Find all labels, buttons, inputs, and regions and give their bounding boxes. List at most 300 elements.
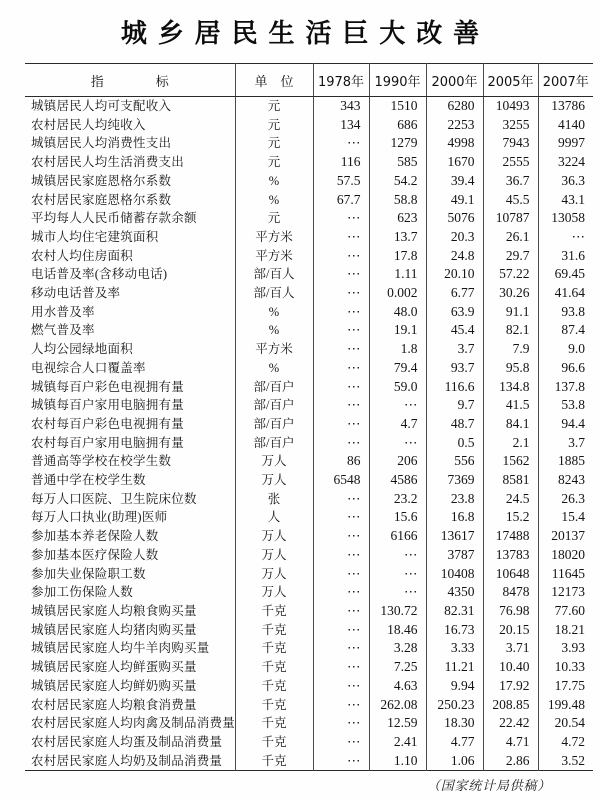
- value-cell: ⋯: [313, 677, 369, 696]
- value-cell: ⋯: [313, 434, 369, 453]
- value-cell: 15.2: [483, 508, 538, 527]
- table-row: [25, 452, 593, 471]
- value-cell: ⋯: [313, 209, 369, 228]
- unit-cell: 千克: [235, 658, 313, 677]
- unit-cell: 部/百人: [235, 265, 313, 284]
- value-cell: 13783: [483, 546, 538, 565]
- value-cell: ⋯: [313, 396, 369, 415]
- indicator-cell: 农村每百户彩色电视拥有量: [31, 416, 185, 431]
- value-cell: 23.8: [426, 490, 483, 509]
- value-cell: 130.72: [369, 602, 426, 621]
- value-cell: ⋯: [538, 228, 593, 247]
- value-cell: 8581: [483, 471, 538, 490]
- indicator-cell: 城镇居民人均消费性支出: [31, 136, 172, 151]
- value-cell: 10.33: [538, 658, 593, 677]
- value-cell: 48.0: [369, 303, 426, 322]
- value-cell: 18.46: [369, 621, 426, 640]
- value-cell: ⋯: [313, 658, 369, 677]
- value-cell: 13.7: [369, 228, 426, 247]
- unit-cell: 元: [235, 209, 313, 228]
- value-cell: 26.3: [538, 490, 593, 509]
- value-cell: ⋯: [313, 733, 369, 752]
- value-cell: 41.64: [538, 284, 593, 303]
- value-cell: 48.7: [426, 415, 483, 434]
- indicator-cell: 用水普及率: [31, 304, 95, 319]
- value-cell: 1510: [369, 97, 426, 116]
- value-cell: 343: [313, 97, 369, 116]
- value-cell: 63.9: [426, 303, 483, 322]
- value-cell: 20.10: [426, 265, 483, 284]
- value-cell: 3.7: [426, 340, 483, 359]
- value-cell: 24.5: [483, 490, 538, 509]
- indicator-cell: 农村每百户家用电脑拥有量: [31, 435, 185, 450]
- value-cell: 13058: [538, 209, 593, 228]
- table-row: [25, 396, 593, 415]
- value-cell: ⋯: [369, 434, 426, 453]
- value-cell: 10787: [483, 209, 538, 228]
- table-row: [25, 172, 593, 191]
- unit-cell: 部/百户: [235, 396, 313, 415]
- value-cell: 18.30: [426, 714, 483, 733]
- unit-cell: 千克: [235, 696, 313, 715]
- value-cell: 36.3: [538, 172, 593, 191]
- column-header-indicator: 指 标: [25, 64, 235, 97]
- value-cell: ⋯: [313, 752, 369, 771]
- unit-cell: 千克: [235, 714, 313, 733]
- value-cell: 8478: [483, 583, 538, 602]
- value-cell: 1885: [538, 452, 593, 471]
- table-row: [25, 153, 593, 172]
- indicator-cell: 城镇居民家庭人均鲜奶购买量: [31, 678, 197, 693]
- table-row: [25, 209, 593, 228]
- indicator-cell: 农村居民家庭恩格尔系数: [31, 192, 172, 207]
- value-cell: 6280: [426, 97, 483, 116]
- value-cell: 1670: [426, 153, 483, 172]
- unit-cell: %: [235, 303, 313, 322]
- value-cell: 54.2: [369, 172, 426, 191]
- table-row: [25, 284, 593, 303]
- value-cell: 45.5: [483, 191, 538, 210]
- table-row: [25, 303, 593, 322]
- value-cell: 84.1: [483, 415, 538, 434]
- unit-cell: 千克: [235, 639, 313, 658]
- unit-cell: 张: [235, 490, 313, 509]
- indicator-cell: 每万人口执业(助理)医师: [31, 510, 168, 525]
- unit-cell: %: [235, 172, 313, 191]
- value-cell: 15.4: [538, 508, 593, 527]
- value-cell: 10.40: [483, 658, 538, 677]
- table-row: [25, 321, 593, 340]
- value-cell: ⋯: [313, 284, 369, 303]
- unit-cell: %: [235, 191, 313, 210]
- indicator-cell: 城镇居民家庭人均猪肉购买量: [31, 622, 197, 637]
- indicator-cell: 城镇居民家庭人均鲜蛋购买量: [31, 660, 197, 675]
- value-cell: 2.41: [369, 733, 426, 752]
- value-cell: 23.2: [369, 490, 426, 509]
- value-cell: 4.71: [483, 733, 538, 752]
- value-cell: 4.7: [369, 415, 426, 434]
- value-cell: 2.1: [483, 434, 538, 453]
- unit-cell: %: [235, 359, 313, 378]
- table-row: [25, 134, 593, 153]
- value-cell: 4586: [369, 471, 426, 490]
- value-cell: 17488: [483, 527, 538, 546]
- value-cell: ⋯: [313, 415, 369, 434]
- value-cell: 18.21: [538, 621, 593, 640]
- value-cell: 3.71: [483, 639, 538, 658]
- indicator-cell: 农村居民家庭人均蛋及制品消费量: [31, 734, 223, 749]
- table-row: [25, 733, 593, 752]
- value-cell: 24.8: [426, 247, 483, 266]
- value-cell: 18020: [538, 546, 593, 565]
- unit-cell: 部/百人: [235, 284, 313, 303]
- value-cell: ⋯: [313, 490, 369, 509]
- table-row: [25, 583, 593, 602]
- unit-cell: 人: [235, 508, 313, 527]
- value-cell: 87.4: [538, 321, 593, 340]
- value-cell: 3.28: [369, 639, 426, 658]
- value-cell: 12.59: [369, 714, 426, 733]
- table-row: [25, 677, 593, 696]
- value-cell: ⋯: [313, 321, 369, 340]
- value-cell: ⋯: [369, 583, 426, 602]
- value-cell: 116: [313, 153, 369, 172]
- value-cell: 206: [369, 452, 426, 471]
- value-cell: ⋯: [313, 527, 369, 546]
- value-cell: 36.7: [483, 172, 538, 191]
- value-cell: 5076: [426, 209, 483, 228]
- value-cell: ⋯: [313, 565, 369, 584]
- unit-cell: 千克: [235, 621, 313, 640]
- indicator-cell: 城镇居民家庭恩格尔系数: [31, 173, 172, 188]
- value-cell: 556: [426, 452, 483, 471]
- value-cell: 45.4: [426, 321, 483, 340]
- table-row: [25, 97, 593, 116]
- indicator-cell: 参加基本养老保险人数: [31, 529, 159, 544]
- table-row: [25, 508, 593, 527]
- value-cell: 96.6: [538, 359, 593, 378]
- table-row: [25, 434, 593, 453]
- unit-cell: 元: [235, 134, 313, 153]
- value-cell: 0.5: [426, 434, 483, 453]
- table-row: [25, 340, 593, 359]
- table-row: [25, 546, 593, 565]
- value-cell: 11645: [538, 565, 593, 584]
- value-cell: 19.1: [369, 321, 426, 340]
- value-cell: 134: [313, 116, 369, 135]
- value-cell: 6.77: [426, 284, 483, 303]
- value-cell: 17.92: [483, 677, 538, 696]
- value-cell: 82.1: [483, 321, 538, 340]
- value-cell: 13617: [426, 527, 483, 546]
- indicator-cell: 普通高等学校在校学生数: [31, 454, 172, 469]
- value-cell: 4.63: [369, 677, 426, 696]
- value-cell: 137.8: [538, 378, 593, 397]
- column-header-year-2: 1990年: [369, 64, 426, 97]
- value-cell: 20.54: [538, 714, 593, 733]
- value-cell: 95.8: [483, 359, 538, 378]
- unit-cell: 平方米: [235, 228, 313, 247]
- value-cell: 86: [313, 452, 369, 471]
- unit-cell: 平方米: [235, 340, 313, 359]
- value-cell: 58.8: [369, 191, 426, 210]
- value-cell: 9.7: [426, 396, 483, 415]
- value-cell: ⋯: [369, 396, 426, 415]
- value-cell: 91.1: [483, 303, 538, 322]
- value-cell: 76.98: [483, 602, 538, 621]
- table-row: [25, 378, 593, 397]
- value-cell: 11.21: [426, 658, 483, 677]
- table-row: [25, 696, 593, 715]
- value-cell: 26.1: [483, 228, 538, 247]
- value-cell: 1279: [369, 134, 426, 153]
- header-row: [25, 64, 593, 97]
- indicator-cell: 移动电话普及率: [31, 286, 121, 301]
- table-row: [25, 247, 593, 266]
- value-cell: 7.9: [483, 340, 538, 359]
- value-cell: 7.25: [369, 658, 426, 677]
- table-row: [25, 639, 593, 658]
- indicator-cell: 城镇每百户家用电脑拥有量: [31, 398, 185, 413]
- column-header-year-3: 2000年: [426, 64, 483, 97]
- unit-cell: 千克: [235, 752, 313, 771]
- table-header: [25, 64, 593, 97]
- value-cell: 199.48: [538, 696, 593, 715]
- table-row: [25, 565, 593, 584]
- value-cell: 208.85: [483, 696, 538, 715]
- value-cell: 9.94: [426, 677, 483, 696]
- value-cell: 250.23: [426, 696, 483, 715]
- page-title: 城乡居民生活巨大改善: [120, 19, 491, 49]
- indicator-cell: 平均每人人民币储蓄存款余额: [31, 211, 197, 226]
- unit-cell: 元: [235, 153, 313, 172]
- table-row: [25, 621, 593, 640]
- unit-cell: 万人: [235, 452, 313, 471]
- indicator-cell: 城镇居民人均可支配收入: [31, 99, 172, 113]
- value-cell: 3255: [483, 116, 538, 135]
- column-header-year-5: 2007年: [538, 64, 593, 97]
- unit-cell: 平方米: [235, 247, 313, 266]
- value-cell: 262.08: [369, 696, 426, 715]
- indicator-cell: 人均公园绿地面积: [31, 342, 134, 357]
- value-cell: 93.8: [538, 303, 593, 322]
- value-cell: 585: [369, 153, 426, 172]
- value-cell: 2253: [426, 116, 483, 135]
- table-row: [25, 752, 593, 771]
- value-cell: 3224: [538, 153, 593, 172]
- column-header-year-1: 1978年: [313, 64, 369, 97]
- statistics-table: [25, 63, 593, 771]
- value-cell: 2.86: [483, 752, 538, 771]
- value-cell: 59.0: [369, 378, 426, 397]
- indicator-cell: 参加工伤保险人数: [31, 585, 134, 600]
- indicator-cell: 农村居民家庭人均肉禽及制品消费量: [31, 716, 235, 731]
- value-cell: ⋯: [313, 546, 369, 565]
- value-cell: 39.4: [426, 172, 483, 191]
- value-cell: 10493: [483, 97, 538, 116]
- value-cell: 116.6: [426, 378, 483, 397]
- value-cell: 4.77: [426, 733, 483, 752]
- value-cell: 686: [369, 116, 426, 135]
- indicator-cell: 参加基本医疗保险人数: [31, 547, 159, 562]
- table-row: [25, 359, 593, 378]
- value-cell: 30.26: [483, 284, 538, 303]
- value-cell: 8243: [538, 471, 593, 490]
- indicator-cell: 农村居民家庭人均粮食消费量: [31, 697, 197, 712]
- table-row: [25, 191, 593, 210]
- unit-cell: 部/百户: [235, 434, 313, 453]
- value-cell: 4.72: [538, 733, 593, 752]
- value-cell: 4140: [538, 116, 593, 135]
- value-cell: 22.42: [483, 714, 538, 733]
- value-cell: 20.15: [483, 621, 538, 640]
- unit-cell: 部/百户: [235, 415, 313, 434]
- value-cell: 3.7: [538, 434, 593, 453]
- value-cell: 10408: [426, 565, 483, 584]
- value-cell: 9.0: [538, 340, 593, 359]
- table-row: [25, 116, 593, 135]
- indicator-cell: 每万人口医院、卫生院床位数: [31, 491, 197, 506]
- indicator-cell: 农村居民家庭人均奶及制品消费量: [31, 753, 223, 768]
- table-row: [25, 658, 593, 677]
- value-cell: 79.4: [369, 359, 426, 378]
- table-row: [25, 714, 593, 733]
- unit-cell: 千克: [235, 602, 313, 621]
- value-cell: 16.73: [426, 621, 483, 640]
- value-cell: 3787: [426, 546, 483, 565]
- value-cell: 57.22: [483, 265, 538, 284]
- value-cell: 6548: [313, 471, 369, 490]
- table-body: [25, 97, 593, 771]
- value-cell: 53.8: [538, 396, 593, 415]
- value-cell: 41.5: [483, 396, 538, 415]
- table-row: [25, 265, 593, 284]
- unit-cell: 万人: [235, 565, 313, 584]
- unit-cell: 万人: [235, 583, 313, 602]
- value-cell: 57.5: [313, 172, 369, 191]
- value-cell: 17.8: [369, 247, 426, 266]
- value-cell: 4350: [426, 583, 483, 602]
- indicator-cell: 城镇居民家庭人均粮食购买量: [31, 603, 197, 618]
- value-cell: ⋯: [369, 565, 426, 584]
- value-cell: 12173: [538, 583, 593, 602]
- indicator-cell: 参加失业保险职工数: [31, 566, 146, 581]
- value-cell: 69.45: [538, 265, 593, 284]
- unit-cell: 部/百户: [235, 378, 313, 397]
- table-row: [25, 527, 593, 546]
- unit-cell: 万人: [235, 527, 313, 546]
- indicator-cell: 电视综合人口覆盖率: [31, 360, 146, 375]
- value-cell: 6166: [369, 527, 426, 546]
- indicator-cell: 农村居民人均生活消费支出: [31, 155, 185, 170]
- source-note: （国家统计局供稿）: [426, 779, 551, 795]
- value-cell: 77.60: [538, 602, 593, 621]
- value-cell: ⋯: [313, 714, 369, 733]
- indicator-cell: 普通中学在校学生数: [31, 473, 146, 488]
- table-row: [25, 471, 593, 490]
- indicator-cell: 城市人均住宅建筑面积: [31, 229, 159, 244]
- indicator-cell: 农村居民人均纯收入: [31, 117, 146, 132]
- value-cell: 10648: [483, 565, 538, 584]
- value-cell: ⋯: [313, 265, 369, 284]
- value-cell: 4998: [426, 134, 483, 153]
- unit-cell: 千克: [235, 733, 313, 752]
- value-cell: 17.75: [538, 677, 593, 696]
- indicator-cell: 城镇居民家庭人均牛羊肉购买量: [31, 641, 210, 656]
- value-cell: 29.7: [483, 247, 538, 266]
- indicator-cell: 城镇每百户彩色电视拥有量: [31, 379, 185, 394]
- unit-cell: 元: [235, 116, 313, 135]
- unit-cell: 千克: [235, 677, 313, 696]
- value-cell: ⋯: [313, 621, 369, 640]
- column-header-unit: 单 位: [235, 64, 313, 97]
- value-cell: 9997: [538, 134, 593, 153]
- value-cell: ⋯: [313, 247, 369, 266]
- indicator-cell: 电话普及率(含移动电话): [31, 267, 168, 282]
- value-cell: 16.8: [426, 508, 483, 527]
- value-cell: 20137: [538, 527, 593, 546]
- value-cell: 43.1: [538, 191, 593, 210]
- unit-cell: 元: [235, 97, 313, 116]
- value-cell: ⋯: [313, 303, 369, 322]
- unit-cell: 万人: [235, 546, 313, 565]
- value-cell: ⋯: [313, 583, 369, 602]
- unit-cell: %: [235, 321, 313, 340]
- value-cell: 1.06: [426, 752, 483, 771]
- value-cell: 7943: [483, 134, 538, 153]
- value-cell: 93.7: [426, 359, 483, 378]
- value-cell: ⋯: [369, 546, 426, 565]
- value-cell: ⋯: [313, 508, 369, 527]
- value-cell: 1.11: [369, 265, 426, 284]
- value-cell: 2555: [483, 153, 538, 172]
- table-row: [25, 415, 593, 434]
- value-cell: ⋯: [313, 228, 369, 247]
- unit-cell: 万人: [235, 471, 313, 490]
- value-cell: 7369: [426, 471, 483, 490]
- indicator-cell: 农村人均住房面积: [31, 248, 134, 263]
- value-cell: 134.8: [483, 378, 538, 397]
- value-cell: ⋯: [313, 602, 369, 621]
- value-cell: 20.3: [426, 228, 483, 247]
- table-row: [25, 602, 593, 621]
- column-header-year-4: 2005年: [483, 64, 538, 97]
- value-cell: ⋯: [313, 340, 369, 359]
- value-cell: ⋯: [313, 639, 369, 658]
- value-cell: 31.6: [538, 247, 593, 266]
- value-cell: 1.10: [369, 752, 426, 771]
- value-cell: 49.1: [426, 191, 483, 210]
- value-cell: 67.7: [313, 191, 369, 210]
- value-cell: 13786: [538, 97, 593, 116]
- value-cell: 15.6: [369, 508, 426, 527]
- value-cell: 0.002: [369, 284, 426, 303]
- value-cell: 3.52: [538, 752, 593, 771]
- value-cell: 94.4: [538, 415, 593, 434]
- value-cell: ⋯: [313, 359, 369, 378]
- value-cell: 1562: [483, 452, 538, 471]
- value-cell: 1.8: [369, 340, 426, 359]
- value-cell: 82.31: [426, 602, 483, 621]
- value-cell: ⋯: [313, 134, 369, 153]
- value-cell: 3.93: [538, 639, 593, 658]
- value-cell: 623: [369, 209, 426, 228]
- value-cell: ⋯: [313, 378, 369, 397]
- table-row: [25, 490, 593, 509]
- table-row: [25, 228, 593, 247]
- value-cell: 3.33: [426, 639, 483, 658]
- value-cell: ⋯: [313, 696, 369, 715]
